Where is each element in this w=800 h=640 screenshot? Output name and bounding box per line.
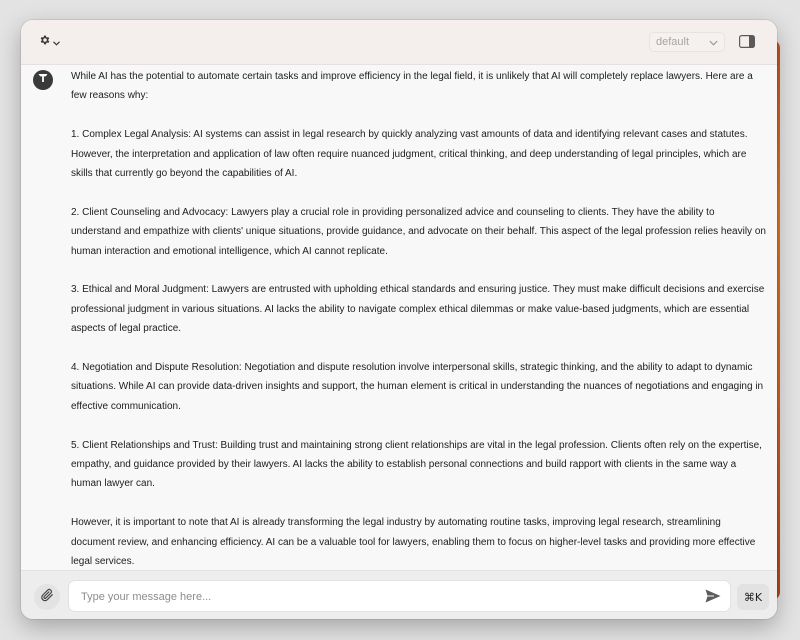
assistant-logo-icon: [37, 71, 49, 89]
send-button[interactable]: [705, 589, 721, 608]
message-paragraph: However, it is important to note that AI is already transforming the legal industry by automating routine tasks, improving legal research, streamlining document review, and enhancing efficiency. AI can be a valuable tool for lawyers, enabling them to focus on higher-level tasks and providing more effective legal services.: [71, 517, 756, 568]
message-input[interactable]: [79, 581, 693, 613]
message-paragraph: 1. Complex Legal Analysis: AI systems can assist in legal research by quickly analyzing vast amounts of data and identifying relevant cases and statutes. However, the interpretation and application of law often require nuanced judgment, critical thinking, and deep understanding of legal principles, which are skills that currently go beyond the capabilities of AI.: [71, 129, 748, 180]
sidebar-icon: [739, 35, 755, 52]
send-icon: [705, 590, 721, 607]
paperclip-icon: [40, 588, 54, 607]
message-input-box[interactable]: [68, 580, 731, 612]
message-paragraph: 5. Client Relationships and Trust: Building trust and maintaining strong client relationships are vital in the legal profession. Clients often rely on the expertise, empathy, and guidance provided by their lawyers. AI lacks the ability to establish personal connections and build rapport with clients in the same way a human lawyer can.: [71, 439, 762, 490]
model-select[interactable]: [649, 32, 725, 52]
message-paragraph: 3. Ethical and Moral Judgment: Lawyers are entrusted with upholding ethical standards and ensuring justice. They must make difficult decisions and exercise professional judgment in various situations. AI lacks the ability to navigate complex ethical dilemmas or make value-based judgments, which are essential aspects of legal practice.: [71, 284, 765, 335]
chat-window: [21, 20, 777, 619]
message-paragraph: 2. Client Counseling and Advocacy: Lawyers play a crucial role in providing personalized advice and counseling to clients. They have the ability to understand and empathize with clients' unique situations, provide guidance, and advocate on their behalf. This aspect of the legal profession relies heavily on human interaction and emotional intelligence, which AI cannot replicate.: [71, 206, 766, 257]
chevron-down-icon: [53, 33, 60, 51]
sidebar-toggle-button[interactable]: [739, 35, 755, 53]
header-bar: [21, 20, 777, 65]
assistant-message: [71, 67, 767, 591]
attach-button[interactable]: [34, 584, 60, 610]
message-paragraph: 4. Negotiation and Dispute Resolution: Negotiation and dispute resolution involve interpersonal skills, strategic thinking, and the ability to adapt to dynamic situations. While AI can provide data-driven insights and support, the human element is critical in understanding the nuances of negotiations and engaging in effective communication.: [71, 362, 764, 412]
message-paragraph: While AI has the potential to automate certain tasks and improve efficiency in the legal field, it is unlikely that AI will completely replace lawyers. Here are a few reasons why:: [71, 71, 753, 102]
settings-menu-button[interactable]: [39, 34, 63, 50]
command-shortcut-button[interactable]: ⌘K: [737, 584, 769, 610]
chevron-down-icon: [709, 33, 718, 51]
gear-icon: [39, 33, 51, 51]
composer-bar: [21, 570, 777, 619]
assistant-avatar: [33, 70, 53, 90]
model-select-value: default: [656, 36, 690, 48]
